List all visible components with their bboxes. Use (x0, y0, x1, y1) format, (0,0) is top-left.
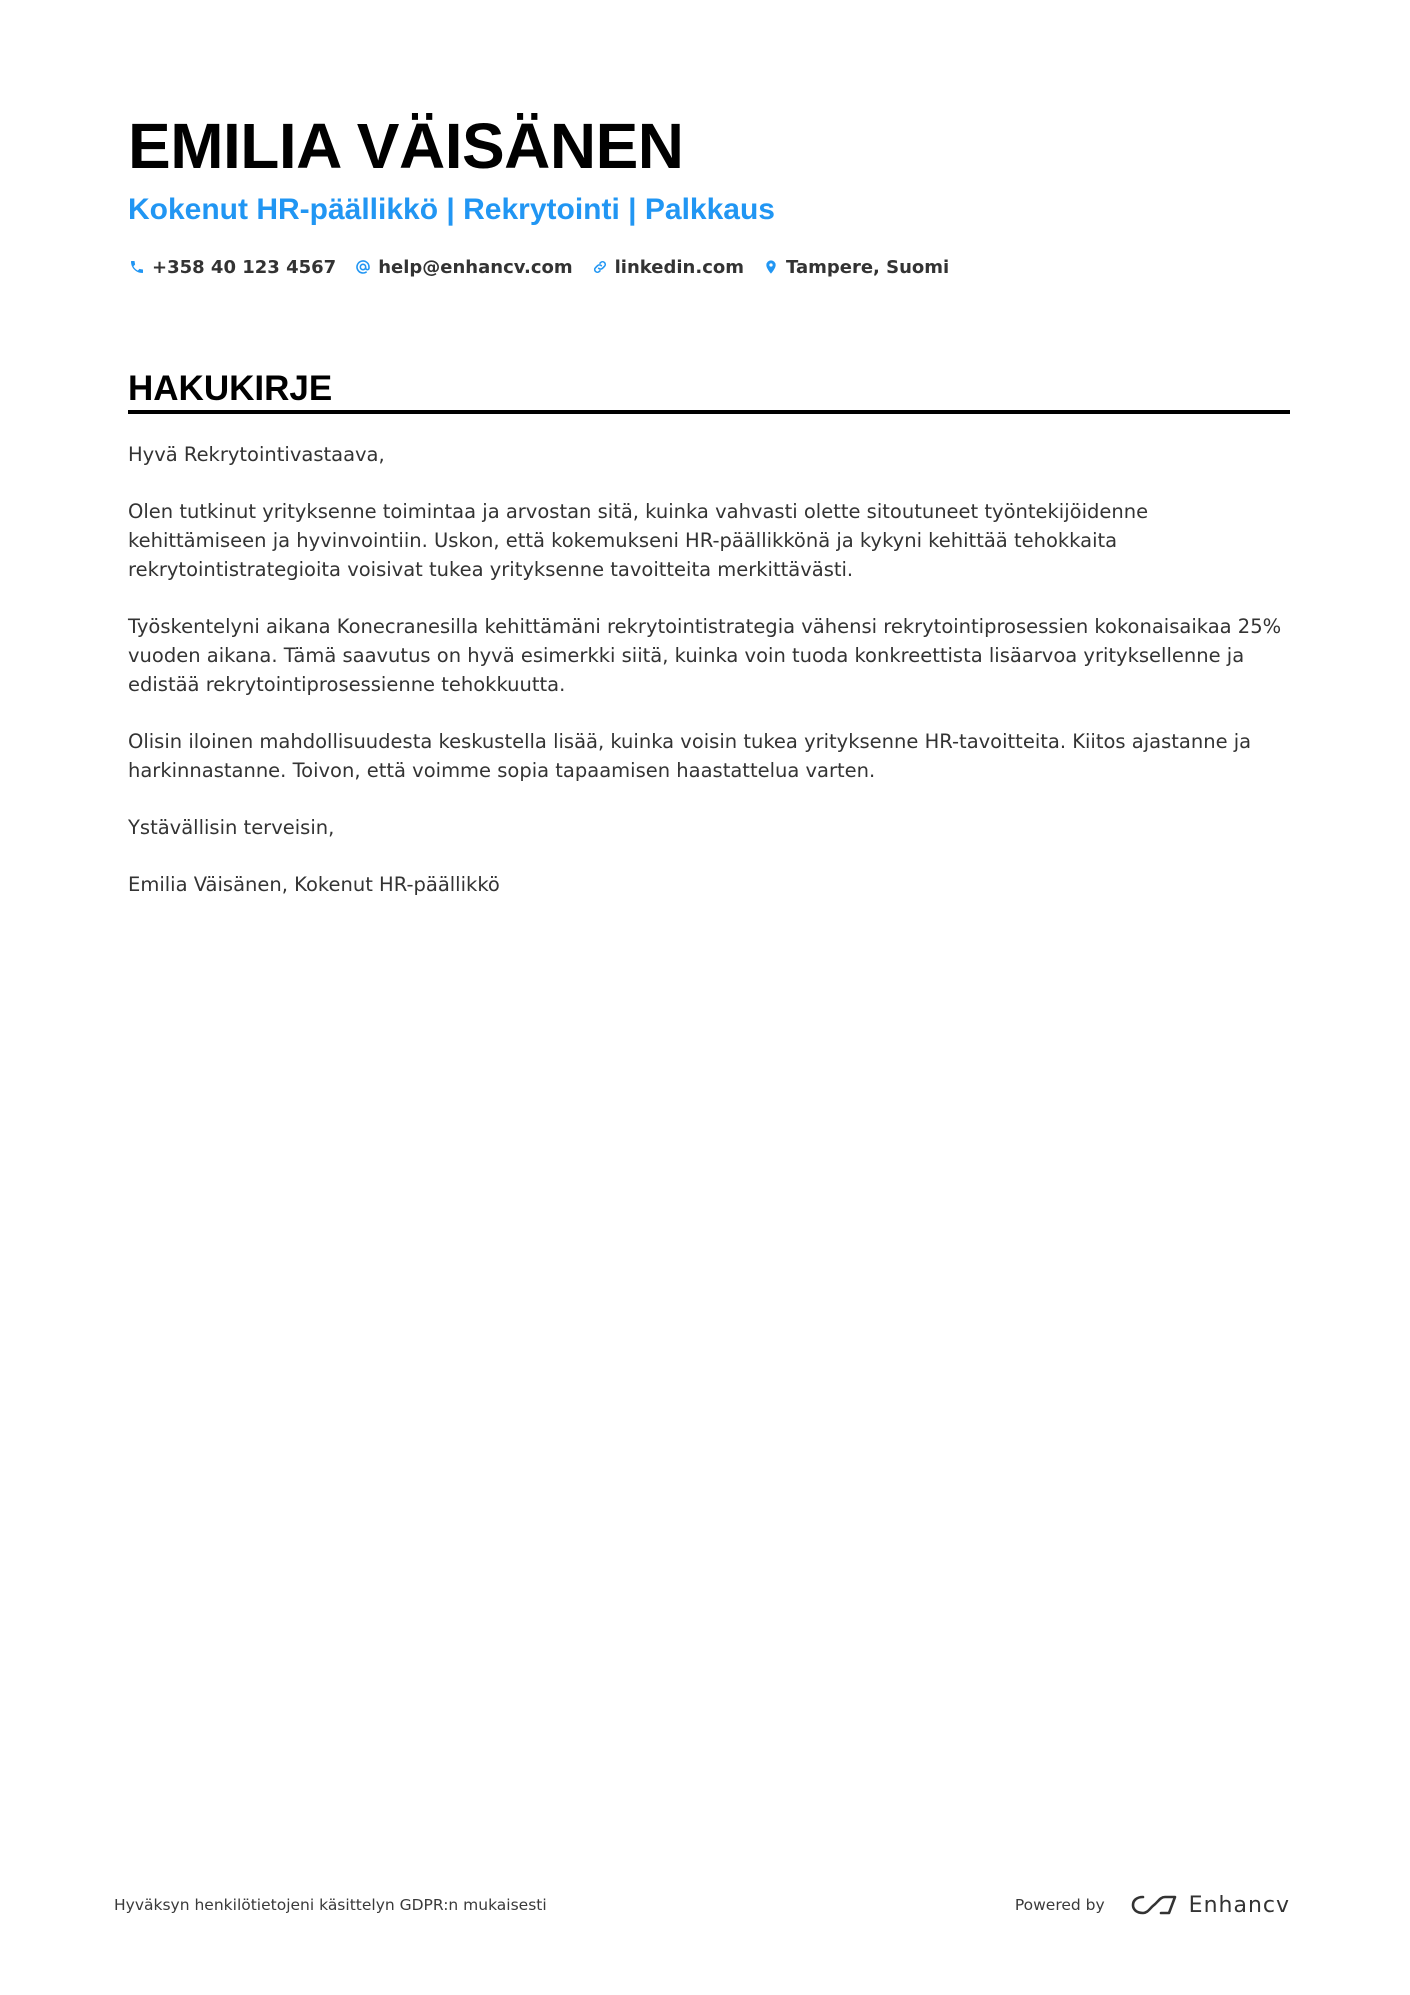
letter-body (128, 440, 1290, 927)
letter-greeting: Hyvä Rekrytointivastaava, (128, 443, 385, 466)
letter-paragraph: Olen tutkinut yrityksenne toimintaa ja arvostan sitä, kuinka vahvasti olette sitoutuneet työntekijöidenne kehittämiseen ja hyvinvointiin. Uskon, että kokemukseni HR-päällikkönä ja kykyni kehittää tehokkaita rekrytointistrategioita voisivat tukea yrityksenne tavoitteita merkittävästi. (128, 500, 1149, 581)
gdpr-consent-text: Hyväksyn henkilötietojeni käsittelyn GDPR:n mukaisesti (114, 1896, 547, 1914)
link-icon (591, 258, 609, 276)
letter-paragraph: Olisin iloinen mahdollisuudesta keskustella lisää, kuinka voisin tukea yrityksenne HR-tavoitteita. Kiitos ajastanne ja harkinnastanne. Toivon, että voimme sopia tapaamisen haastattelua varten. (128, 730, 1252, 782)
contact-email-text: help@enhancv.com (378, 256, 573, 278)
contact-email[interactable] (354, 257, 572, 278)
candidate-headline: Kokenut HR-päällikkö | Rekrytointi | Palkkaus (128, 193, 775, 226)
contact-bar (128, 252, 967, 282)
powered-by-badge[interactable] (1015, 1885, 1290, 1925)
location-pin-icon (762, 258, 780, 276)
letter-signature: Emilia Väisänen, Kokenut HR-päällikkö (128, 873, 500, 896)
enhancv-logo-icon (1131, 1893, 1177, 1917)
contact-linkedin[interactable] (591, 257, 744, 278)
letter-paragraph: Työskentelyni aikana Konecranesilla kehittämäni rekrytointistrategia vähensi rekrytointiprosessien kokonaisaikaa 25% vuoden aikana. Tämä saavutus on hyvä esimerkki siitä, kuinka voin tuoda konkreettista lisäarvoa yrityksellenne ja edistää rekrytointiprosessienne tehokkuutta. (128, 615, 1282, 696)
section-divider (128, 410, 1290, 414)
letter-closing: Ystävällisin terveisin, (128, 816, 335, 839)
contact-location (762, 257, 949, 278)
candidate-name: EMILIA VÄISÄNEN (128, 110, 684, 182)
at-icon (354, 258, 372, 276)
phone-icon (128, 258, 146, 276)
contact-phone-text: +358 40 123 4567 (152, 256, 337, 278)
contact-location-text: Tampere, Suomi (786, 256, 950, 278)
contact-linkedin-text: linkedin.com (614, 256, 744, 278)
contact-phone[interactable] (128, 257, 336, 278)
section-title: HAKUKIRJE (128, 369, 333, 408)
powered-by-label: Powered by (1014, 1896, 1105, 1914)
enhancv-brand-name: Enhancv (1188, 1892, 1290, 1918)
